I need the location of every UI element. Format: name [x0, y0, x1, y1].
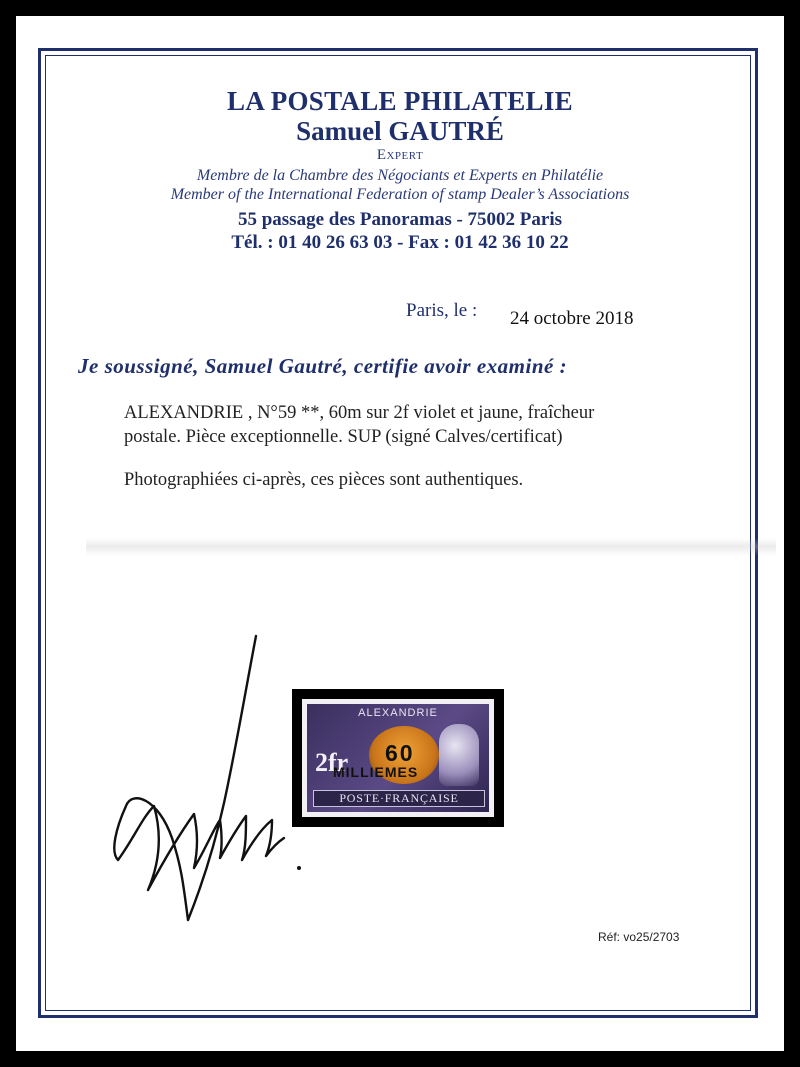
membership-french: Membre de la Chambre des Négociants et Experts en Philatélie [196, 167, 604, 184]
stamp [302, 699, 494, 817]
dateline-date: 24 octobre 2018 [510, 308, 634, 329]
address: 55 passage des Panoramas - 75002 Paris [237, 209, 563, 230]
stamp-photo [292, 689, 504, 827]
stamp-bottom-label: POSTE·FRANÇAISE [313, 790, 485, 807]
stamp-overprint-value: 60 [385, 740, 415, 766]
stamp-design [307, 704, 489, 812]
membership-english: Member of the International Federation of stamp Dealer’s Associations [170, 186, 630, 203]
certificate-page [16, 16, 784, 1051]
certify-statement: Je soussigné, Samuel Gautré, certifie avoir examiné : [78, 354, 568, 378]
stamp-denomination: 2fr [315, 748, 349, 777]
paper-fold [86, 538, 776, 556]
expert-name: Samuel GAUTRÉ [296, 116, 504, 146]
description-line-2: postale. Pièce exceptionnelle. SUP (signé Calves/certificat) [124, 427, 563, 447]
phone-fax: Tél. : 01 40 26 63 03 - Fax : 01 42 36 10 22 [231, 232, 569, 253]
stamp-description [124, 401, 684, 449]
expert-title: Expert [376, 147, 424, 163]
stamp-allegory-figure [439, 724, 479, 786]
signature [96, 628, 316, 938]
stamp-country: ALEXANDRIE [358, 707, 438, 719]
authenticity-statement: Photographiées ci-après, ces pièces sont authentiques. [124, 470, 524, 490]
dateline-place: Paris, le : [406, 300, 478, 321]
stamp-overprint-unit: MILLIEMES [333, 764, 419, 780]
description-line-1: ALEXANDRIE , N°59 **, 60m sur 2f violet et jaune, fraîcheur [124, 403, 595, 423]
company-name: LA POSTALE PHILATELIE [227, 86, 573, 116]
reference-number: Réf: vo25/2703 [598, 930, 680, 944]
